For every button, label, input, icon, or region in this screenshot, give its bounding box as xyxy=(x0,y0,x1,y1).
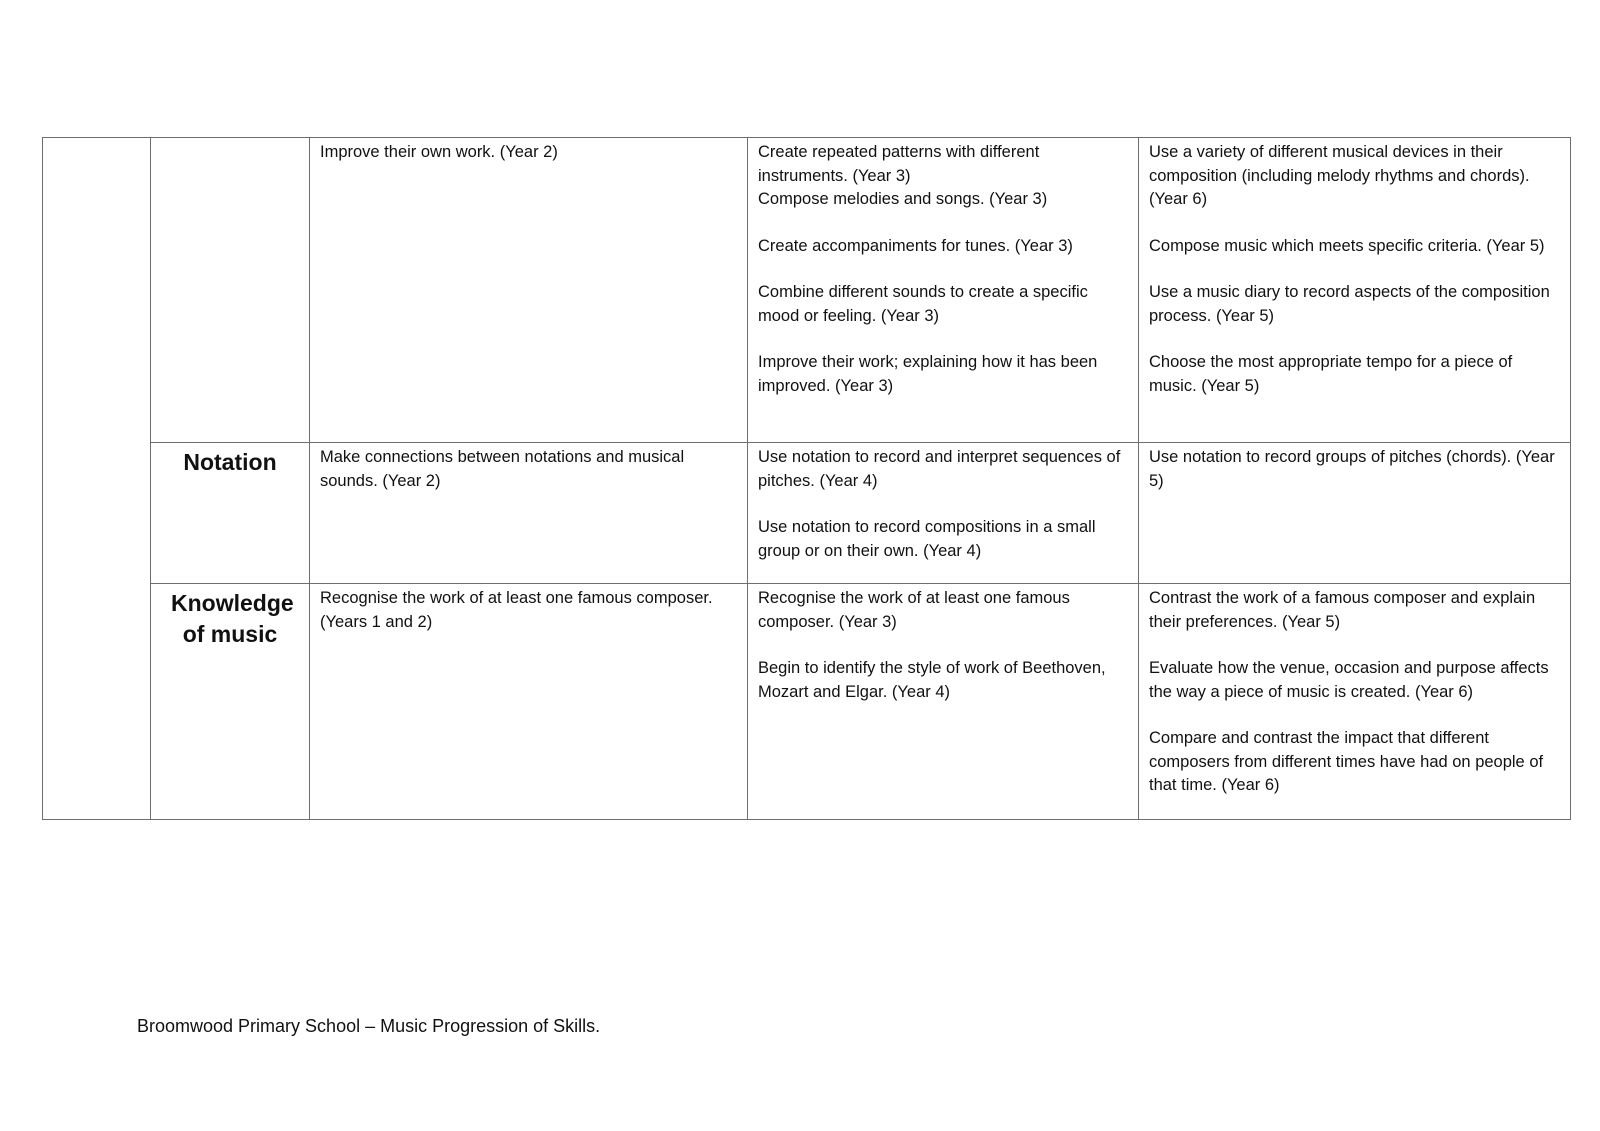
skill-text: Choose the most appropriate tempo for a piece of music. (Year 5) xyxy=(1149,353,1513,395)
skill-text: Use a music diary to record aspects of the composition process. (Year 5) xyxy=(1149,283,1550,325)
subject-cell xyxy=(43,138,151,820)
skill-text: Combine different sounds to create a specific mood or feeling. (Year 3) xyxy=(758,283,1088,325)
skill-text: Use notation to record compositions in a small group or on their own. (Year 4) xyxy=(758,518,1096,560)
skill-text: Recognise the work of at least one famous composer. (Year 3) xyxy=(758,589,1070,631)
table-row-notation xyxy=(43,443,1571,584)
skill-text: Use a variety of different musical devices in their composition (including melody rhythms and chords). (Year 6) xyxy=(1149,143,1530,208)
music-progression-table xyxy=(42,137,1571,820)
skill-text: Recognise the work of at least one famous composer. (Years 1 and 2) xyxy=(320,589,713,631)
table-row-composition xyxy=(43,138,1571,443)
upper-ks2-cell xyxy=(1139,138,1571,443)
skill-text: Use notation to record and interpret sequences of pitches. (Year 4) xyxy=(758,448,1121,490)
lower-ks2-cell xyxy=(748,584,1139,820)
skill-text: Create repeated patterns with different instruments. (Year 3) Compose melodies and songs. (Year 3) xyxy=(758,143,1048,208)
skill-text: Contrast the work of a famous composer and explain their preferences. (Year 5) xyxy=(1149,589,1536,631)
skill-text: Begin to identify the style of work of Beethoven, Mozart and Elgar. (Year 4) xyxy=(758,659,1106,701)
skill-text: Compare and contrast the impact that different composers from different times have had on people of that time. (Year 6) xyxy=(1149,729,1544,794)
skill-text: Improve their work; explaining how it has been improved. (Year 3) xyxy=(758,353,1098,395)
ks1-cell xyxy=(310,138,748,443)
upper-ks2-cell xyxy=(1139,584,1571,820)
skill-text: Create accompaniments for tunes. (Year 3) xyxy=(758,236,1073,255)
upper-ks2-cell xyxy=(1139,443,1571,584)
strand-heading-knowledge: Knowledge of music xyxy=(151,584,310,820)
table-row-knowledge xyxy=(43,584,1571,820)
skill-text: Use notation to record groups of pitches (chords). (Year 5) xyxy=(1149,448,1555,490)
lower-ks2-cell xyxy=(748,443,1139,584)
ks1-cell xyxy=(310,584,748,820)
skill-text: Make connections between notations and musical sounds. (Year 2) xyxy=(320,448,685,490)
skill-text: Evaluate how the venue, occasion and purpose affects the way a piece of music is created. (Year 6) xyxy=(1149,659,1549,701)
lower-ks2-cell xyxy=(748,138,1139,443)
document-footer: Broomwood Primary School – Music Progression of Skills. xyxy=(137,1016,601,1036)
ks1-cell xyxy=(310,443,748,584)
skill-text: Compose music which meets specific criteria. (Year 5) xyxy=(1149,236,1545,255)
strand-heading-notation: Notation xyxy=(151,443,310,584)
skill-text: Improve their own work. (Year 2) xyxy=(320,143,558,161)
strand-cell xyxy=(151,138,310,443)
